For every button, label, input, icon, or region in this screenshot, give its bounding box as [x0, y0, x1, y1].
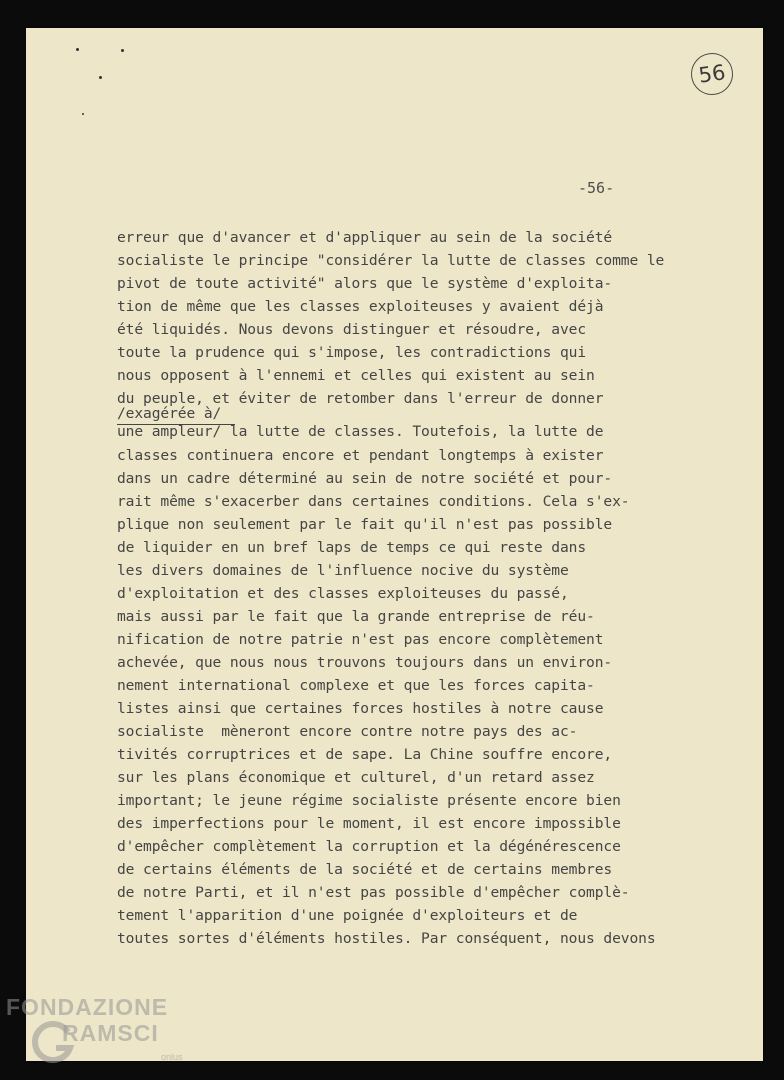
- text-line: socialiste mèneront encore contre notre pays des ac-: [117, 723, 578, 740]
- text-line: de liquider en un bref laps de temps ce qui reste dans: [117, 539, 587, 556]
- text-line: des imperfections pour le moment, il est encore impossible: [117, 815, 621, 832]
- text-line: classes continuera encore et pendant longtemps à exister: [117, 447, 604, 464]
- text-line: du peuple, et éviter de retomber dans l'erreur de donner: [117, 390, 604, 407]
- page-number: -56-: [578, 179, 615, 197]
- text-line: nement international complexe et que les forces capita-: [117, 677, 595, 694]
- ink-speck: [82, 113, 84, 115]
- text-line: nification de notre patrie n'est pas encore complètement: [117, 631, 604, 648]
- text-line: plique non seulement par le fait qu'il n'est pas possible: [117, 516, 613, 533]
- text-line: socialiste le principe "considérer la lutte de classes comme le: [117, 252, 665, 269]
- text-line: sur les plans économique et culturel, d'un retard assez: [117, 769, 595, 786]
- typewritten-body: [117, 226, 717, 950]
- text-line: toute la prudence qui s'impose, les contradictions qui: [117, 344, 587, 361]
- watermark-line-2: RAMSCI: [62, 1020, 159, 1046]
- text-line: d'exploitation et des classes exploiteuses du passé,: [117, 585, 569, 602]
- text-line: mais aussi par le fait que la grande entreprise de réu-: [117, 608, 595, 625]
- text-line: tivités corruptrices et de sape. La Chine souffre encore,: [117, 746, 613, 763]
- text-line: été liquidés. Nous devons distinguer et résoudre, avec: [117, 321, 587, 338]
- text-line: de certains éléments de la société et de certains membres: [117, 861, 613, 878]
- ink-speck: [99, 76, 102, 79]
- text-line: erreur que d'avancer et d'appliquer au sein de la société: [117, 229, 613, 246]
- watermark-line-3: onlus: [161, 1052, 183, 1062]
- watermark-line-1: FONDAZIONE: [6, 994, 169, 1020]
- text-line: toutes sortes d'éléments hostiles. Par conséquent, nous devons: [117, 930, 656, 947]
- text-line: de notre Parti, et il n'est pas possible d'empêcher complè-: [117, 884, 630, 901]
- inserted-correction: /exagérée à/: [117, 404, 235, 425]
- text-line: dans un cadre déterminé au sein de notre société et pour-: [117, 470, 613, 487]
- ink-speck: [76, 48, 79, 51]
- text-line: important; le jeune régime socialiste présente encore bien: [117, 792, 621, 809]
- archive-watermark-logo: [6, 994, 206, 1074]
- text-line: rait même s'exacerber dans certaines conditions. Cela s'ex-: [117, 493, 630, 510]
- ink-speck: [121, 49, 124, 52]
- text-line: tement l'apparition d'une poignée d'exploiteurs et de: [117, 907, 578, 924]
- text-line: pivot de toute activité" alors que le système d'exploita-: [117, 275, 613, 292]
- text-line: tion de même que les classes exploiteuses y avaient déjà: [117, 298, 604, 315]
- stamp-number: 56: [697, 60, 727, 88]
- text-line: d'empêcher complètement la corruption et la dégénérescence: [117, 838, 621, 855]
- text-line: listes ainsi que certaines forces hostiles à notre cause: [117, 700, 604, 717]
- text-line: les divers domaines de l'influence nocive du système: [117, 562, 569, 579]
- text-line: achevée, que nous nous trouvons toujours dans un environ-: [117, 654, 613, 671]
- correction-line: [117, 405, 717, 444]
- text-line: nous opposent à l'ennemi et celles qui existent au sein: [117, 367, 595, 384]
- text-line: une ampleur/ la lutte de classes. Toutefois, la lutte de: [117, 423, 604, 440]
